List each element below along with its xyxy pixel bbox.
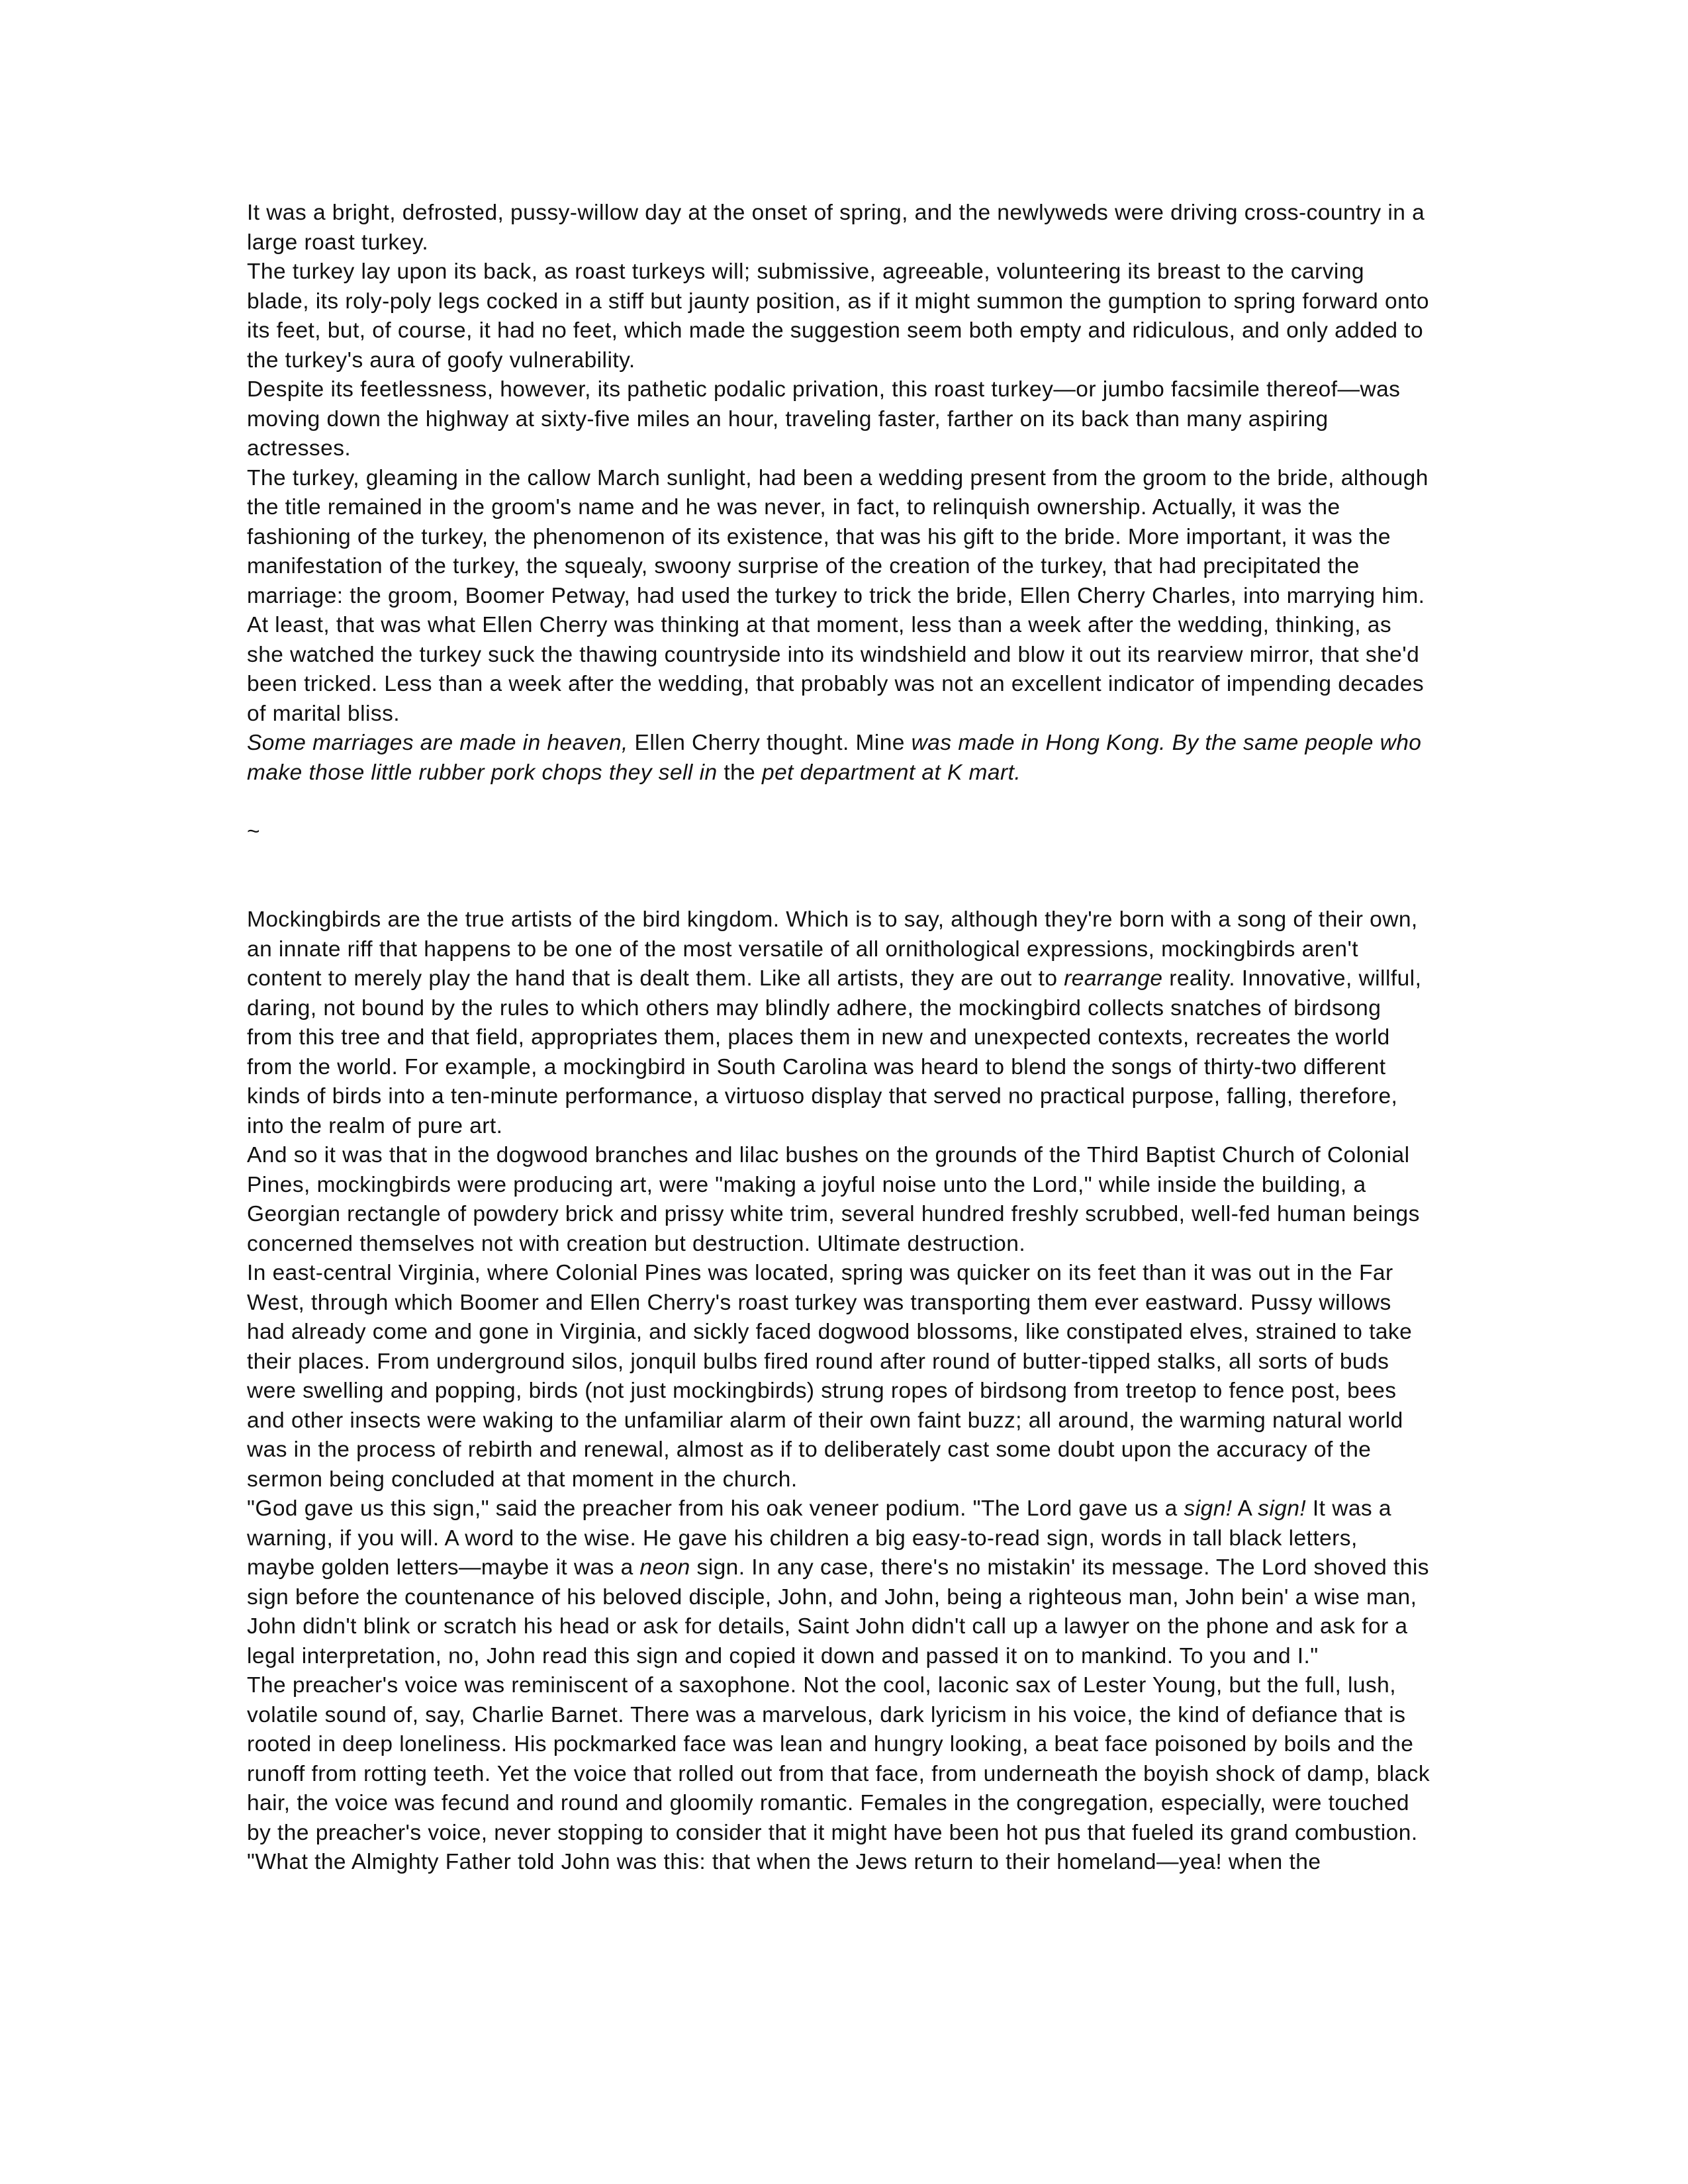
text-run: The turkey, gleaming in the callow March sunlight, had been a wedding present from the groom to the bride, although the title remained in the groom's name and he was never, in fact, to relinquish ownership. Actually, it was the fashioning of the turkey, the phenomenon of its existence, that was his gift to the bride. More important, it was the manifestation of the turkey, the squealy, swoony surprise of the creation of the turkey, that had precipitated the marriage: the groom, Boomer Petway, had used the turkey to trick the bride, Ellen Cherry Charles, into marrying him. At least, that was what Ellen Cherry was thinking at that moment, less than a week after the wedding, thinking, as she watched the turkey suck the thawing countryside into its windshield and blow it out its rearview mirror, that she'd been tricked. Less than a week after the wedding, that probably was not an excellent indicator of impending decades of marital bliss. bbox=[247, 465, 1429, 726]
text-run: The preacher's voice was reminiscent of a saxophone. Not the cool, laconic sax of Lester Young, but the full, lush, volatile sound of, say, Charlie Barnet. There was a marvelous, dark lyricism in his voice, the kind of defiance that is rooted in deep loneliness. His pockmarked face was lean and hungry looking, a beat face poisoned by boils and the runoff from rotting teeth. Yet the voice that rolled out from that face, from underneath the boyish shock of damp, black hair, the voice was fecund and round and gloomily romantic. Females in the congregation, especially, were touched by the preacher's voice, never stopping to consider that it might have been hot pus that fueled its grand combustion. bbox=[247, 1673, 1430, 1845]
text-run: sign. In any case, there's no mistakin' its message. The Lord shoved this sign before the countenance of his beloved disciple, John, and John, being a righteous man, John bein' a wise man, John didn't blink or scratch his head or ask for details, Saint John didn't call up a lawyer on the phone and ask for a legal interpretation, no, John read this sign and copied it down and passed it on to mankind. To you and I." bbox=[247, 1555, 1429, 1668]
italic-text: was made in Hong Kong. By the same people who make those little rubber pork chops they sell in bbox=[247, 731, 1422, 785]
paragraph bbox=[247, 1671, 1432, 1848]
text-run: Mockingbirds are the true artists of the bird kingdom. Which is to say, although they're born with a song of their own, an innate riff that happens to be one of the most versatile of all ornithological expressions, mockingbirds aren't content to merely play the hand that is dealt them. Like all artists, they are out to bbox=[247, 907, 1418, 991]
text-run: "What the Almighty Father told John was this: that when the Jews return to their homeland—yea! when the bbox=[247, 1850, 1321, 1874]
paragraph bbox=[247, 729, 1432, 788]
paragraph bbox=[247, 905, 1432, 1141]
spacer bbox=[247, 788, 1432, 817]
italic-text: sign! bbox=[1258, 1496, 1307, 1521]
paragraph bbox=[247, 199, 1432, 257]
italic-text: Some marriages are made in heaven, bbox=[247, 731, 628, 755]
section-2 bbox=[247, 905, 1432, 1878]
paragraph bbox=[247, 375, 1432, 464]
text-run: It was a bright, defrosted, pussy-willow day at the onset of spring, and the newlyweds were driving cross-country in a large roast turkey. bbox=[247, 201, 1425, 255]
text-run: the bbox=[717, 760, 762, 785]
text-run: And so it was that in the dogwood branches and lilac bushes on the grounds of the Third Baptist Church of Colonial Pines, mockingbirds were producing art, were "making a joyful noise unto the Lord," while inside the building, a Georgian rectangle of powdery brick and prissy white trim, several hundred freshly scrubbed, well-fed human beings concerned themselves not with creation but destruction. Ultimate destruction. bbox=[247, 1143, 1420, 1256]
paragraph bbox=[247, 257, 1432, 375]
document-page bbox=[247, 199, 1432, 1878]
text-run: "God gave us this sign," said the preacher from his oak veneer podium. "The Lord gave us a bbox=[247, 1496, 1184, 1521]
paragraph bbox=[247, 1848, 1432, 1878]
text-run: Ellen Cherry thought. Mine bbox=[628, 731, 912, 755]
text-run: The turkey lay upon its back, as roast turkeys will; submissive, agreeable, volunteering its breast to the carving blade, its roly-poly legs cocked in a stiff but jaunty position, as if it might summon the gumption to spring forward onto its feet, but, of course, it had no feet, which made the suggestion seem both empty and ridiculous, and only added to the turkey's aura of goofy vulnerability. bbox=[247, 259, 1429, 373]
spacer bbox=[247, 846, 1432, 905]
italic-text: rearrange bbox=[1064, 966, 1163, 991]
section-1 bbox=[247, 199, 1432, 788]
section-divider: ~ bbox=[247, 819, 261, 844]
paragraph bbox=[247, 1141, 1432, 1259]
text-run: reality. Innovative, willful, daring, not bound by the rules to which others may blindly adhere, the mockingbird collects snatches of birdsong from this tree and that field, appropriates them, places them in new and unexpected contexts, recreates the world from the world. For example, a mockingbird in South Carolina was heard to blend the songs of thirty-two different kinds of birds into a ten-minute performance, a virtuoso display that served no practical purpose, falling, therefore, into the realm of pure art. bbox=[247, 966, 1422, 1138]
italic-text: pet department at K mart. bbox=[762, 760, 1021, 785]
italic-text: neon bbox=[639, 1555, 690, 1580]
paragraph bbox=[247, 464, 1432, 729]
text-run: It was a warning, if you will. A word to the wise. He gave his children a big easy-to-read sign, words in tall black letters, maybe golden letters—maybe it was a bbox=[247, 1496, 1391, 1580]
text-run: In east-central Virginia, where Colonial Pines was located, spring was quicker on its feet than it was out in the Far West, through which Boomer and Ellen Cherry's roast turkey was transporting them ever eastward. Pussy willows had already come and gone in Virginia, and sickly faced dogwood blossoms, like constipated elves, strained to take their places. From underground silos, jonquil bulbs fired round after round of butter-tipped stalks, all sorts of buds were swelling and popping, birds (not just mockingbirds) strung ropes of birdsong from treetop to fence post, bees and other insects were waking to the unfamiliar alarm of their own faint buzz; all around, the warming natural world was in the process of rebirth and renewal, almost as if to deliberately cast some doubt upon the accuracy of the sermon being concluded at that moment in the church. bbox=[247, 1261, 1413, 1492]
text-run: Despite its feetlessness, however, its pathetic podalic privation, this roast turkey—or jumbo facsimile thereof—was moving down the highway at sixty-five miles an hour, traveling faster, farther on its back than many aspiring actresses. bbox=[247, 377, 1401, 461]
paragraph bbox=[247, 1259, 1432, 1494]
italic-text: sign! bbox=[1184, 1496, 1233, 1521]
text-run: A bbox=[1232, 1496, 1258, 1521]
paragraph bbox=[247, 1494, 1432, 1671]
